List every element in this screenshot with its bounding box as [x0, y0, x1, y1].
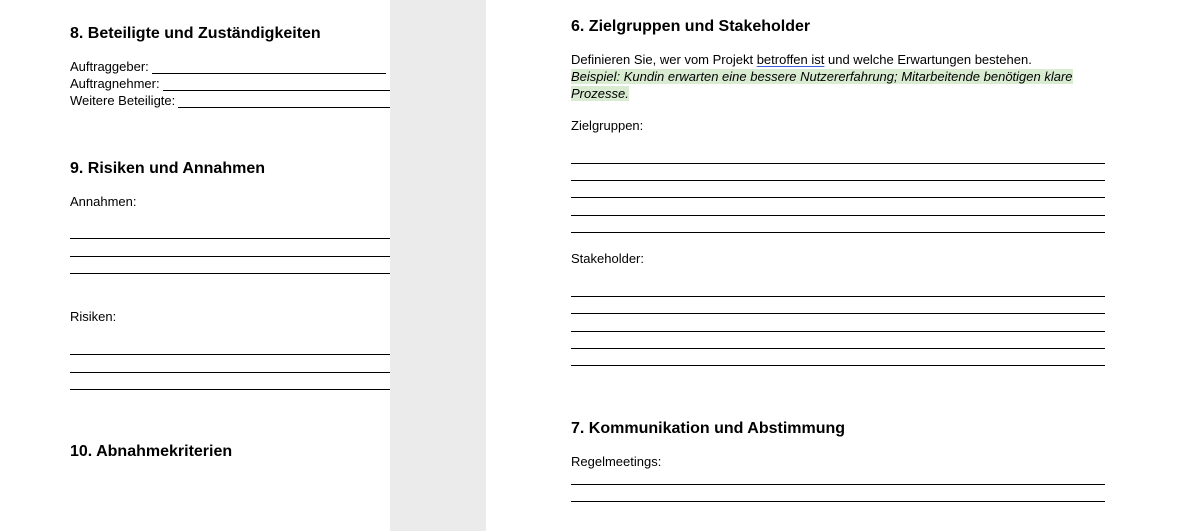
stakeholder-label: Stakeholder: — [571, 251, 644, 266]
annahmen-line[interactable] — [70, 256, 390, 257]
stakeholder-line[interactable] — [571, 331, 1105, 332]
section-7-heading: 7. Kommunikation und Abstimmung — [571, 420, 846, 437]
example-highlight: Beispiel: Kundin erwarten eine bessere Nutzererfahrung; Mitarbeitende benötigen klare Prozesse. — [571, 69, 1073, 101]
stakeholder-line[interactable] — [571, 365, 1105, 366]
auftragnehmer-blank[interactable] — [163, 78, 390, 91]
spellcheck-marked-text[interactable]: betroffen ist — [756, 52, 825, 67]
zielgruppen-line[interactable] — [571, 163, 1105, 164]
weitere-beteiligte-field[interactable] — [70, 93, 390, 108]
weitere-beteiligte-label: Weitere Beteiligte: — [70, 93, 176, 108]
zielgruppen-line[interactable] — [571, 215, 1105, 216]
page-gap — [390, 0, 486, 531]
risiken-line[interactable] — [70, 389, 390, 390]
zielgruppen-line[interactable] — [571, 232, 1105, 233]
annahmen-label: Annahmen: — [70, 194, 137, 209]
stakeholder-line[interactable] — [571, 348, 1105, 349]
auftragnehmer-label: Auftragnehmer: — [70, 76, 160, 91]
auftraggeber-blank[interactable] — [152, 61, 386, 74]
regelmeetings-label: Regelmeetings: — [571, 454, 662, 469]
zielgruppen-line[interactable] — [571, 197, 1105, 198]
auftraggeber-field[interactable] — [70, 59, 386, 74]
document-page-right — [486, 0, 1178, 531]
stakeholder-line[interactable] — [571, 296, 1105, 297]
document-page-left — [0, 0, 390, 531]
intro-text-before: Definieren Sie, wer vom Projekt — [571, 52, 757, 67]
annahmen-line[interactable] — [70, 238, 390, 239]
auftraggeber-label: Auftraggeber: — [70, 59, 149, 74]
section-6-intro — [571, 52, 1032, 67]
annahmen-line[interactable] — [70, 273, 390, 274]
section-10-heading: 10. Abnahmekriterien — [70, 443, 233, 460]
zielgruppen-label: Zielgruppen: — [571, 118, 644, 133]
stakeholder-line[interactable] — [571, 313, 1105, 314]
example-text — [571, 68, 1091, 102]
section-8-heading: 8. Beteiligte und Zuständigkeiten — [70, 25, 321, 42]
section-6-heading: 6. Zielgruppen und Stakeholder — [571, 18, 811, 35]
section-9-heading: 9. Risiken und Annahmen — [70, 160, 265, 177]
weitere-beteiligte-blank[interactable] — [178, 95, 390, 108]
auftragnehmer-field[interactable] — [70, 76, 390, 91]
risiken-line[interactable] — [70, 354, 390, 355]
intro-text-after: und welche Erwartungen bestehen. — [824, 52, 1032, 67]
zielgruppen-line[interactable] — [571, 180, 1105, 181]
risiken-label: Risiken: — [70, 309, 117, 324]
regelmeetings-line[interactable] — [571, 484, 1105, 485]
regelmeetings-line[interactable] — [571, 501, 1105, 502]
risiken-line[interactable] — [70, 372, 390, 373]
